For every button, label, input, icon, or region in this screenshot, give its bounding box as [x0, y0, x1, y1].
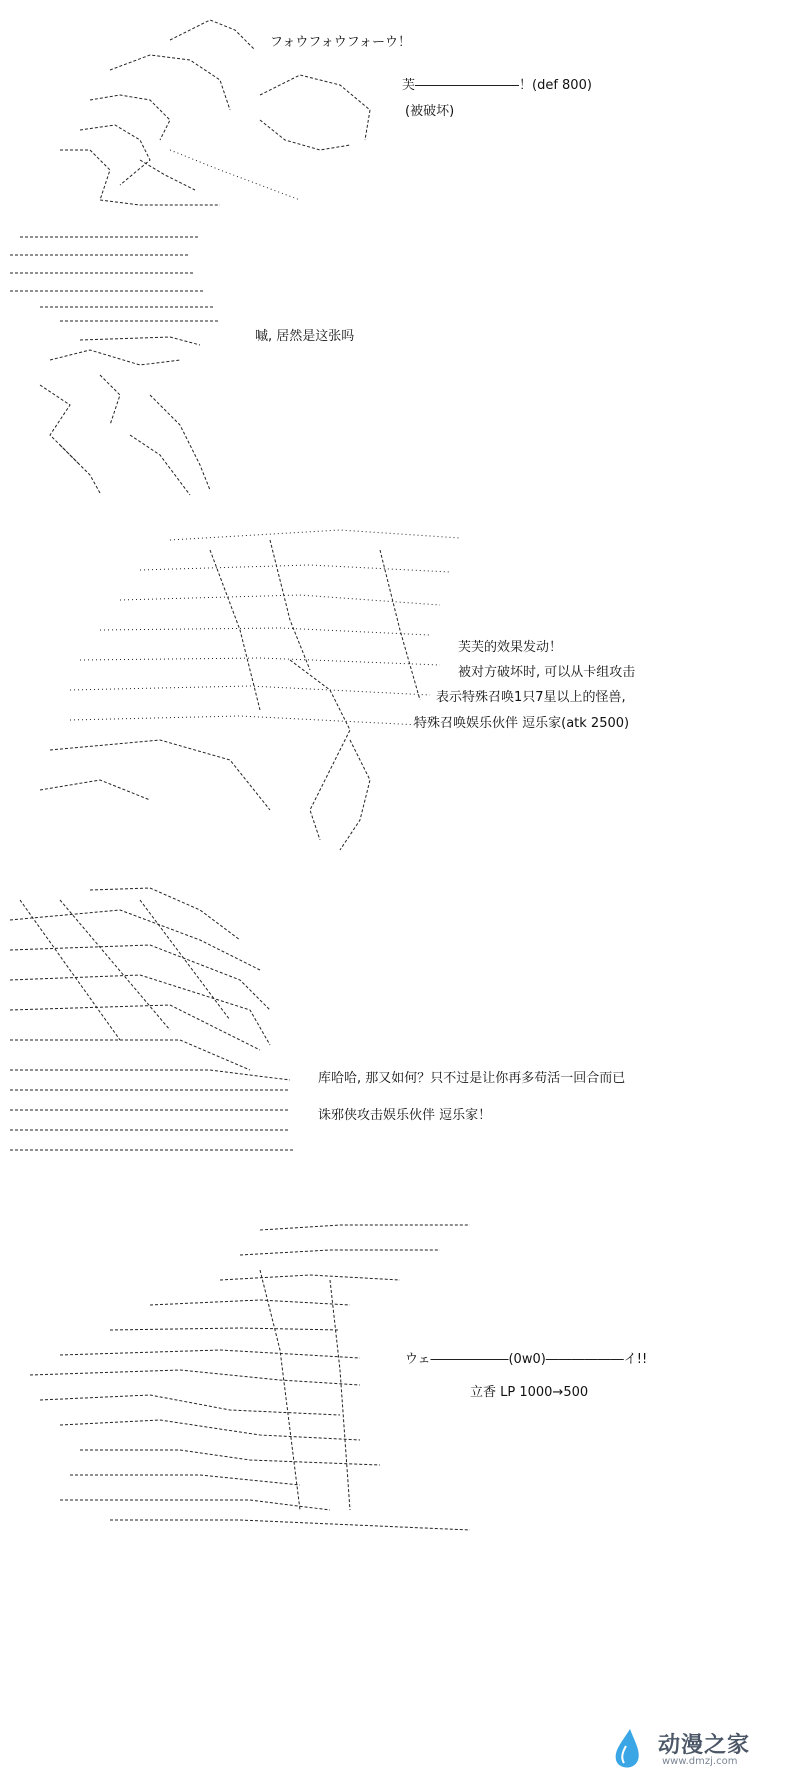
ascii-art-attack-scene	[0, 1210, 480, 1590]
panel-3	[0, 510, 800, 865]
caption-line: 诛邪侠攻击娱乐伙伴 逗乐家！	[318, 1108, 492, 1123]
water-drop-icon	[608, 1726, 648, 1772]
ascii-art-character-reveal	[10, 510, 470, 860]
watermark-title: 动漫之家	[658, 1733, 751, 1758]
caption-line: (被破坏)	[405, 104, 455, 119]
caption-line: ウェ――――――(0w0)――――――イ!!	[405, 1352, 648, 1367]
caption-line: 嘁, 居然是这张吗	[255, 329, 355, 344]
watermark-url: www.dmzj.com	[662, 1756, 738, 1767]
caption-line: 立香 LP 1000→500	[470, 1385, 589, 1400]
panel-5	[0, 1210, 800, 1786]
caption-line: 芙――――――――！(def 800)	[402, 78, 592, 93]
watermark-logo	[608, 1726, 778, 1772]
caption-line: 芙芙的效果发动！	[458, 640, 563, 655]
ascii-art-villain-dark	[0, 880, 300, 1170]
panel-2	[0, 225, 800, 505]
caption-line: 库哈哈, 那又如何？只不过是让你再多苟活一回合而已	[318, 1071, 626, 1086]
ascii-art-character-closeup	[0, 225, 260, 500]
caption-line: 表示特殊召唤1只7星以上的怪兽,	[436, 690, 626, 705]
caption-line: 被对方破坏时, 可以从卡组攻击	[458, 665, 636, 680]
panel-1	[0, 0, 800, 230]
caption-line: 特殊召唤娱乐伙伴 逗乐家(atk 2500)	[414, 716, 630, 731]
caption-line: フォウフォウフォーウ！	[270, 35, 412, 50]
panel-4	[0, 880, 800, 1170]
